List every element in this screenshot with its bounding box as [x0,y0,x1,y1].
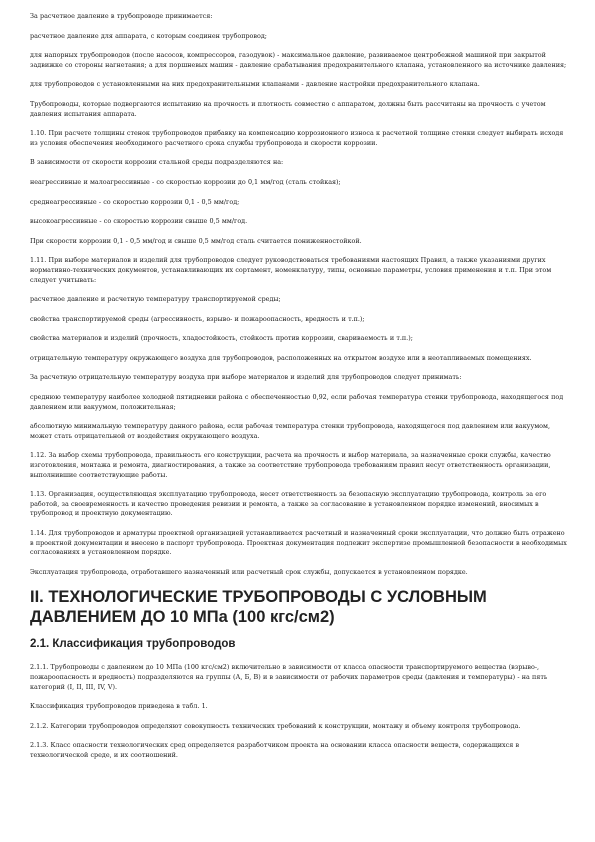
paragraph: Трубопроводы, которые подвергаются испытанию на прочность и плотность совместно с аппаратом, должны быть рассчитаны на прочность с учетом давления испытания аппарата. [30,99,546,118]
paragraph: расчетное давление для аппарата, с которым соединен трубопровод; [30,31,267,40]
paragraph: для трубопроводов с установленными на них предохранительными клапанами - давление настройки предохранительного клапана. [30,80,480,89]
paragraph: Эксплуатация трубопровода, отработавшего назначенный или расчетный срок службы, допускается в установленном порядке. [30,567,468,576]
paragraph: 2.1.3. Класс опасности технологических сред определяется разработчиком проекта на основании класса опасности веществ, содержащихся в технологической среде, и их соотношений. [30,741,520,759]
paragraph: 1.13. Организация, осуществляющая эксплуатацию трубопровода, несет ответственность за безопасную эксплуатацию трубопровода, контроль за его работой, за своевременность и качество проведения ревизии и ремонта, а также за согласование в установленном порядке изменений, вносимых в трубопровод и проектную документацию. [30,490,547,518]
paragraph: В зависимости от скорости коррозии стальной среды подразделяются на: [30,158,284,167]
paragraph: среднюю температуру наиболее холодной пятидневки района с обеспеченностью 0,92, если рабочая температура стенки трубопровода, находящегося под давлением или вакуумом, положительная; [30,393,564,411]
paragraph: высокоагрессивные - со скоростью коррозии свыше 0,5 мм/год. [30,217,248,226]
paragraph: среднеагрессивные - со скоростью коррозии 0,1 - 0,5 мм/год; [30,197,240,206]
section-heading: II. ТЕХНОЛОГИЧЕСКИЕ ТРУБОПРОВОДЫ С УСЛОВНЫМ ДАВЛЕНИЕМ ДО 10 МПа (100 кгс/см2) [30,588,487,627]
table-reference-paragraph[interactable]: Классификация трубопроводов приведена в табл. 1. [30,702,208,711]
paragraph: При скорости коррозии 0,1 - 0,5 мм/год и свыше 0,5 мм/год сталь считается пониженностойкой. [30,236,362,245]
paragraphs-bottom [30,663,570,760]
paragraph: неагрессивные и малоагрессивные - со скоростью коррозии до 0,1 мм/год (сталь стойкая); [30,177,341,186]
paragraph: абсолютную минимальную температуру данного района, если рабочая температура стенки трубопровода, находящегося под давлением или вакуумом, может стать отрицательной от воздействия окружающего воздуха. [30,422,551,440]
paragraph: За расчетное давление в трубопроводе принимается: [30,12,213,20]
paragraph: расчетное давление и расчетную температуру транспортируемой среды; [30,295,281,304]
paragraph: 1.11. При выборе материалов и изделий для трубопроводов следует руководствоваться требованиями настоящих Правил, а также указаниями других нормативно-технических документов, устанавливающих их сортамент, номенклатуру, типы, основные параметры, условия применения и т.п. При этом следует учитывать: [30,256,552,284]
document-page [30,12,570,771]
paragraph: свойства транспортируемой среды (агрессивность, взрыво- и пожароопасность, вредность и т.п.); [30,314,365,323]
paragraph: 1.14. Для трубопроводов и арматуры проектной организацией устанавливается расчетный и назначенный сроки эксплуатации, что должно быть отражено в проектной документации и внесено в паспорт трубопровода. Проектная документация подлежит экспертизе промышленной безопасности в необходимых согласованиях в установленном порядке. [30,529,567,557]
paragraph: свойства материалов и изделий (прочность, хладостойкость, стойкость против коррозии, свариваемость и т.п.); [30,334,413,343]
paragraph: для напорных трубопроводов (после насосов, компрессоров, газодувок) - максимальное давление, развиваемое центробежной машиной при закрытой задвижке со стороны нагнетания; а для поршневых машин - давление срабатывания предохранительного клапана, установленного на источнике давления; [30,51,567,69]
paragraphs-top [30,12,570,577]
subsection-heading: 2.1. Классификация трубопроводов [30,638,236,651]
paragraph: За расчетную отрицательную температуру воздуха при выборе материалов и изделий для трубопроводов следует принимать: [30,373,462,382]
paragraph: отрицательную температуру окружающего воздуха для трубопроводов, расположенных на открытом воздухе или в неотапливаемых помещениях. [30,353,532,362]
paragraph: 1.10. При расчете толщины стенок трубопроводов прибавку на компенсацию коррозионного износа к расчетной толщине стенки следует выбирать исходя из условия обеспечения необходимого расчетного срока службы трубопровода и скорости коррозии. [30,129,564,147]
paragraph: 2.1.2. Категории трубопроводов определяют совокупность технических требований к конструкции, монтажу и объему контроля трубопровода. [30,721,521,730]
paragraph: 2.1.1. Трубопроводы с давлением до 10 МПа (100 кгс/см2) включительно в зависимости от класса опасности транспортируемого вещества (взрыво-, пожароопасность и вредность) подразделяются на группы (А, Б, В) и в зависимости от рабочих параметров среды (давления и температуры) - на пять категорий (I, II, III, IV, V). [30,663,548,691]
paragraph: 1.12. За выбор схемы трубопровода, правильность его конструкции, расчета на прочность и выбор материала, за назначенные сроки службы, качество изготовления, монтажа и ремонта, диагностирования, а также за соответствие трубопровода требованиям правил несут ответственность организации, выполнившие соответствующие работы. [30,451,551,479]
